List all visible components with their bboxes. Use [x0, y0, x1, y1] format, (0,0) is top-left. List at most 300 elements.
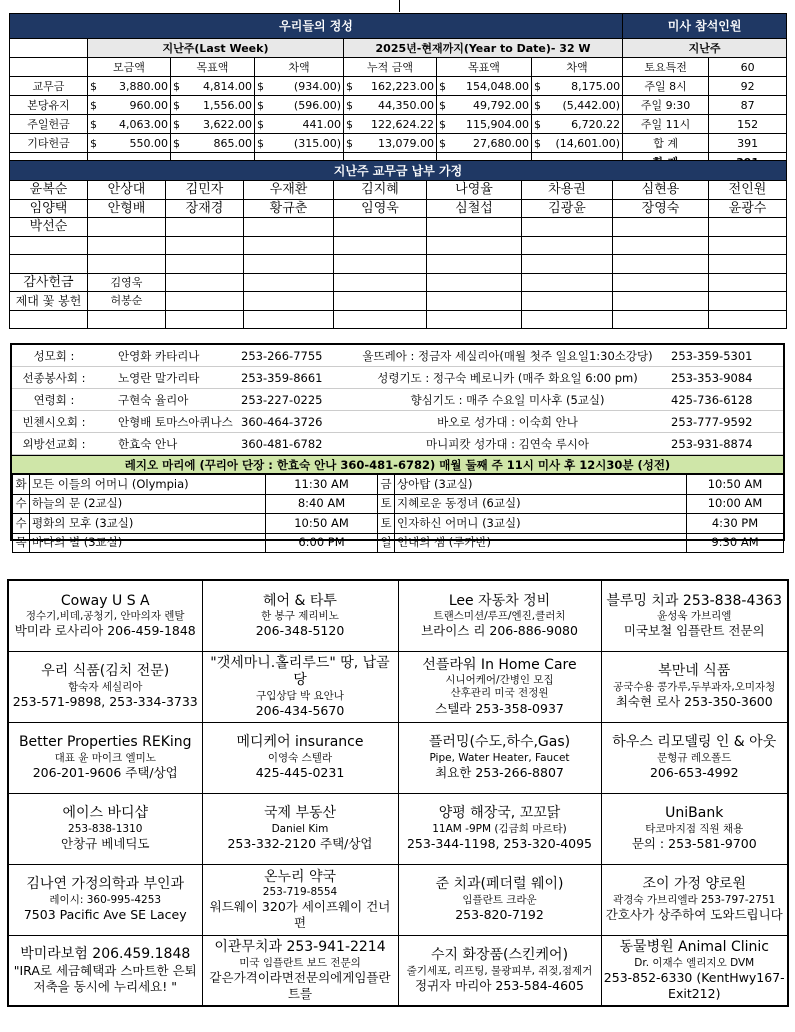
ad-title: Coway U S A	[60, 592, 150, 609]
ads-row	[8, 864, 788, 935]
amount-value: 13,079.00	[378, 136, 434, 150]
ad-line: 윤성욱 가브리엘	[657, 610, 732, 623]
ad-cell	[398, 722, 601, 793]
ad-cell	[8, 722, 202, 793]
payer-name: 안상대	[88, 181, 166, 200]
church-cell-b: 노영란 말가리타	[118, 370, 200, 385]
ad-title: 메디케어 insurance	[236, 734, 364, 751]
schedule-n1: 바다의 별 (3교실)	[30, 533, 266, 553]
church-cell-d: 향심기도 : 매주 수요일 미사후 (5교실)	[410, 392, 605, 407]
schedule-n1: 모든 이들의 어머니 (Olympia)	[30, 475, 266, 495]
schedule-n1: 하늘의 문 (2교실)	[30, 494, 266, 514]
ad-line: 줄기세포, 리프팅, 물광피부, 쥐젖,점제거	[406, 964, 593, 977]
payer-name: 김광윤	[522, 199, 613, 218]
ad-title: 양평 해장국, 꼬꼬닭	[438, 805, 561, 822]
ad-cell	[202, 935, 398, 1006]
amount-cell	[437, 134, 532, 153]
dollar-sign: $	[257, 79, 264, 93]
ad-line: 트랜스미션/루프/엔진,클러치	[433, 610, 566, 623]
church-row	[12, 411, 783, 433]
ad-title: 수지 화장품(스킨케어)	[430, 947, 569, 964]
payer-name	[166, 218, 244, 237]
schedule-t2: 10:50 AM	[687, 475, 784, 495]
ad-line: 최숙현 로사 253-350-3600	[615, 694, 773, 709]
schedule-d2: 토	[378, 494, 395, 514]
ad-line: 문의 : 253-581-9700	[631, 836, 757, 851]
schedule-d1: 화	[13, 475, 30, 495]
schedule-n2: 인자하신 어머니 (3교실)	[395, 514, 687, 534]
dollar-sign: $	[90, 98, 97, 112]
schedule-d2: 일	[378, 533, 395, 553]
dollar-sign: $	[257, 98, 264, 112]
ad-line: 같은가격이라면전문의에게임플란트를	[209, 969, 391, 1001]
dollar-sign: $	[346, 117, 353, 131]
amount-cell	[344, 134, 437, 153]
church-cell-d: 마니피캇 성가대 : 김연숙 루시아	[426, 436, 589, 451]
ad-line: Dr. 이재수 엘리지오 DVM	[634, 956, 755, 969]
dollar-sign: $	[534, 79, 541, 93]
ad-line: 정수기,비데,공청기, 안마의자 렌탈	[25, 610, 185, 623]
ad-title: 헤어 & 타투	[263, 592, 337, 609]
schedule-row	[13, 475, 784, 495]
church-cell-c: 360-481-6782	[241, 436, 323, 451]
ad-cell	[601, 864, 788, 935]
church-cell-b: 구현숙 율리아	[118, 392, 189, 407]
payer-name: 전인원	[709, 181, 787, 200]
schedule-n1: 평화의 모후 (3교실)	[30, 514, 266, 534]
ads-row	[8, 580, 788, 651]
dollar-sign: $	[257, 117, 264, 131]
payer-name: 윤복순	[10, 181, 88, 200]
church-cell-b: 한효숙 안나	[118, 436, 178, 451]
church-cell-a: 선종봉사회 :	[22, 370, 86, 385]
dollar-sign: $	[534, 136, 541, 150]
church-cell-a: 연령회 :	[33, 392, 75, 407]
ad-title: 하우스 리모델링 인 & 아웃	[612, 734, 777, 751]
ad-line: 시니어케어/간병인 모집	[445, 674, 554, 687]
ad-title: Lee 자동차 정비	[448, 592, 551, 609]
ad-cell	[8, 651, 202, 722]
payer-name: 차용권	[522, 181, 613, 200]
dollar-sign: $	[257, 136, 264, 150]
ad-title: 에이스 바디샵	[62, 805, 149, 822]
dollar-sign: $	[346, 98, 353, 112]
amount-cell	[255, 96, 344, 115]
ad-line: 대표 윤 마이크 엘미노	[54, 751, 156, 764]
amount-value: 27,680.00	[473, 136, 529, 150]
ad-line: 425-445-0231	[255, 765, 345, 780]
church-cell-e: 253-931-8874	[671, 436, 753, 451]
amount-value: 865.00	[213, 136, 252, 150]
ad-line: 정귀자 마리아 253-584-4605	[415, 977, 584, 993]
ad-line: 7503 Pacific Ave SE Lacey	[23, 907, 187, 922]
finance-row	[10, 77, 787, 96]
church-cell-d: 울뜨레아 : 정금자 세실리아(매월 첫주 일요일1:30소강당)	[362, 348, 653, 363]
dollar-sign: $	[439, 136, 446, 150]
ad-line: 함숙자 세실리아	[68, 680, 143, 693]
ad-line: 구입상담 박 요안나	[256, 689, 344, 702]
ad-cell	[8, 580, 202, 651]
ad-cell	[601, 580, 788, 651]
ad-cell	[398, 793, 601, 864]
church-cell-a: 성모회 :	[33, 348, 75, 363]
ad-cell	[398, 864, 601, 935]
amount-cell	[88, 115, 171, 134]
sub-header: 목표액	[171, 58, 255, 77]
ads-row	[8, 935, 788, 1006]
ad-cell	[202, 864, 398, 935]
ad-line: 206-348-5120	[255, 623, 345, 639]
church-cell-d: 성령기도 : 정구숙 베로니카 (매주 화요일 6:00 pm)	[377, 370, 638, 385]
amount-cell	[255, 134, 344, 153]
payers-title: 지난주 교무금 납부 가정	[10, 161, 787, 181]
payer-name	[709, 218, 787, 237]
ad-line: Pipe, Water Heater, Faucet	[429, 751, 570, 764]
mass-count: 391	[709, 134, 787, 153]
ads-row	[8, 651, 788, 722]
ad-line: 253-571-9898, 253-334-3733	[12, 694, 198, 709]
amount-cell	[255, 77, 344, 96]
mass-name: 토요특전	[623, 58, 709, 77]
ad-line: 206-201-9606 주택/상업	[32, 765, 178, 780]
ad-line: 11AM -9PM (김금희 마르타)	[432, 822, 567, 835]
payer-name: 임양택	[10, 199, 88, 218]
amount-cell	[171, 77, 255, 96]
amount-value: 3,880.00	[119, 79, 168, 93]
church-cell-c: 253-266-7755	[241, 348, 323, 363]
amount-cell	[171, 115, 255, 134]
amount-value: 3,622.00	[203, 117, 252, 131]
dollar-sign: $	[439, 79, 446, 93]
ad-line: 브라이스 리 206-886-9080	[421, 623, 578, 639]
sub-header: 목표액	[437, 58, 532, 77]
ad-title: 플러밍(수도,하수,Gas)	[428, 734, 571, 751]
mass-count: 87	[709, 96, 787, 115]
amount-value: 6,720.22	[571, 117, 621, 131]
attendance-header: 지난주	[623, 39, 787, 58]
ad-title: 동물병원 Animal Clinic	[619, 939, 769, 956]
payer-name: 김민자	[166, 181, 244, 200]
ads-grid	[7, 579, 789, 1007]
dollar-sign: $	[90, 117, 97, 131]
church-cell-b: 안영화 카타리나	[118, 348, 200, 363]
ad-title: 이관무치과 253-941-2214	[214, 939, 386, 956]
payer-name: 윤광수	[709, 199, 787, 218]
ad-cell	[398, 935, 601, 1006]
ad-line: 임플란트 크라운	[462, 893, 537, 906]
schedule-t2: 9:30 AM	[687, 533, 784, 553]
dollar-sign: $	[534, 98, 541, 112]
ad-title: 준 치과(페더럴 웨이)	[435, 876, 564, 893]
ad-cell	[8, 793, 202, 864]
schedule-t2: 10:00 AM	[687, 494, 784, 514]
church-cell-c: 253-359-8661	[241, 370, 323, 385]
ad-line: 253-332-2120 주택/상업	[227, 836, 373, 851]
ad-line: 워드웨이 320가 세이프웨이 건너편	[209, 899, 391, 930]
dollar-sign: $	[90, 136, 97, 150]
finance-row	[10, 134, 787, 153]
schedule-d2: 금	[378, 475, 395, 495]
ad-line: 미국 임플란트 보드 전문의	[239, 956, 361, 969]
amount-cell	[532, 115, 623, 134]
amount-value: 162,223.00	[371, 79, 434, 93]
attendance-title: 미사 참석인원	[623, 14, 787, 39]
ad-line: 206-434-5670	[255, 702, 345, 718]
dollar-sign: $	[439, 98, 446, 112]
ad-line: 253-344-1198, 253-320-4095	[406, 836, 593, 851]
amount-value: 4,063.00	[119, 117, 168, 131]
ad-line: 레이시: 360-995-4253	[49, 893, 162, 906]
mass-count: 152	[709, 115, 787, 134]
ad-cell	[202, 580, 398, 651]
ad-line: 문형규 레오폴드	[657, 751, 732, 764]
amount-cell	[437, 115, 532, 134]
ad-title: 우리 식품(김치 전문)	[41, 663, 170, 680]
row-label: 주일헌금	[10, 115, 88, 134]
amount-cell	[344, 77, 437, 96]
church-cell-e: 253-359-5301	[671, 348, 753, 363]
finance-row	[10, 96, 787, 115]
church-cell-c: 253-227-0225	[241, 392, 323, 407]
amount-value: 154,048.00	[466, 79, 529, 93]
amount-value: 115,904.00	[466, 117, 529, 131]
dollar-sign: $	[173, 79, 180, 93]
ad-cell	[601, 722, 788, 793]
amount-value: 4,814.00	[203, 79, 252, 93]
payer-name	[522, 218, 613, 237]
payer-name: 안형배	[88, 199, 166, 218]
ad-title: Better Properties REKing	[18, 734, 192, 751]
ad-line: 206-653-4992	[649, 765, 739, 780]
church-cell-b: 안형배 토마스아퀴나스	[118, 414, 233, 429]
ad-line: 미국보철 임플란트 전문의	[623, 623, 765, 639]
ad-line: 이영숙 스텔라	[267, 751, 333, 764]
thanks-name: 김영욱	[88, 273, 166, 292]
legio-schedule	[12, 474, 784, 553]
mass-name: 주일 8시	[623, 77, 709, 96]
dollar-sign: $	[534, 117, 541, 131]
ad-cell	[601, 935, 788, 1006]
ad-cell	[202, 651, 398, 722]
ad-title: 국제 부동산	[263, 805, 337, 822]
amount-value: (14,601.00)	[555, 136, 621, 150]
church-row	[12, 345, 783, 367]
payer-name: 임영욱	[334, 199, 427, 218]
ad-cell	[398, 580, 601, 651]
amount-cell	[171, 134, 255, 153]
ad-title: 온누리 약국	[263, 868, 337, 885]
ad-line: 간호사가 상주하여 도와드립니다	[605, 907, 783, 922]
ad-cell	[8, 935, 202, 1006]
schedule-d1: 수	[13, 514, 30, 534]
ad-line: 253-852-6330 (KentHwy167-Exit212)	[603, 969, 785, 1001]
schedule-n2: 상아탑 (3교실)	[395, 475, 687, 495]
amount-value: (596.00)	[293, 98, 341, 112]
finance-table	[9, 13, 787, 172]
ad-title: 박미라보험 206.459.1848	[20, 945, 191, 962]
payers-table	[9, 160, 787, 329]
church-row	[12, 389, 783, 411]
payer-name: 우재환	[244, 181, 334, 200]
church-cell-e: 253-353-9084	[671, 370, 753, 385]
dollar-sign: $	[90, 79, 97, 93]
mass-count: 92	[709, 77, 787, 96]
church-cell-e: 253-777-9592	[671, 414, 753, 429]
church-cell-e: 425-736-6128	[671, 392, 753, 407]
row-label: 본당유지	[10, 96, 88, 115]
legio-banner: 레지오 마리에 (꾸리아 단장 : 한효숙 안나 360-481-6782) 매월 둘째 주 11시 미사 후 12시30분 (성전)	[12, 455, 783, 474]
schedule-row	[13, 494, 784, 514]
schedule-t2: 4:30 PM	[687, 514, 784, 534]
dollar-sign: $	[346, 79, 353, 93]
finance-title: 우리들의 정성	[10, 14, 623, 39]
ad-line: 한 봉구 제리비노	[261, 610, 339, 623]
ad-line: "IRA로 세금혜택과 스마트한 은퇴저축을 동시에 누리세요! "	[13, 963, 197, 994]
schedule-t1: 10:50 AM	[266, 514, 378, 534]
ad-title: UniBank	[665, 805, 724, 822]
amount-value: 1,556.00	[203, 98, 252, 112]
payer-name	[88, 218, 166, 237]
ad-line: 253-838-1310	[68, 822, 143, 835]
amount-value: 960.00	[129, 98, 168, 112]
schedule-row	[13, 514, 784, 534]
schedule-t1: 11:30 AM	[266, 475, 378, 495]
sub-header: 누적 금액	[344, 58, 437, 77]
flower-name: 허봉순	[88, 292, 166, 311]
ad-title: 조이 가정 양로원	[642, 876, 747, 893]
amount-cell	[532, 77, 623, 96]
schedule-d1: 수	[13, 494, 30, 514]
schedule-t1: 8:40 AM	[266, 494, 378, 514]
amount-value: 8,175.00	[571, 79, 621, 93]
ytd-header: 2025년-현재까지(Year to Date)- 32 W	[344, 39, 623, 58]
amount-value: 44,350.00	[378, 98, 434, 112]
sub-header: 차액	[532, 58, 623, 77]
payer-name: 박선순	[10, 218, 88, 237]
ad-title: 김나연 가정의학과 부인과	[26, 876, 185, 893]
amount-cell	[437, 77, 532, 96]
thanks-label: 감사헌금	[10, 273, 88, 292]
amount-value: 550.00	[129, 136, 168, 150]
payer-name	[334, 218, 427, 237]
dollar-sign: $	[173, 117, 180, 131]
schedule-n2: 인내의 샘 (루카반)	[395, 533, 687, 553]
church-row	[12, 367, 783, 389]
payer-name	[244, 218, 334, 237]
payer-name	[613, 218, 709, 237]
dollar-sign: $	[346, 136, 353, 150]
schedule-t1: 6:00 PM	[266, 533, 378, 553]
amount-cell	[437, 96, 532, 115]
ad-title: 선플라워 In Home Care	[422, 656, 577, 673]
dollar-sign: $	[173, 136, 180, 150]
schedule-row	[13, 533, 784, 553]
ads-row	[8, 793, 788, 864]
ad-cell	[202, 793, 398, 864]
payer-name: 장영숙	[613, 199, 709, 218]
ad-line: 253-820-7192	[455, 907, 544, 922]
amount-cell	[532, 96, 623, 115]
amount-value: 122,624.22	[371, 117, 434, 131]
payer-name	[427, 218, 522, 237]
payer-name: 나영율	[427, 181, 522, 200]
ad-line: 스텔라 253-358-0937	[435, 700, 564, 716]
church-row	[12, 433, 783, 455]
last-week-header: 지난주(Last Week)	[88, 39, 344, 58]
ad-cell	[601, 651, 788, 722]
ad-cell	[8, 864, 202, 935]
ad-line: 안창규 베네딕도	[61, 836, 150, 851]
row-label: 교무금	[10, 77, 88, 96]
ad-title: 복만네 식품	[658, 663, 731, 680]
payer-name: 김지혜	[334, 181, 427, 200]
amount-cell	[88, 134, 171, 153]
church-cell-a: 외방선교회 :	[22, 436, 86, 451]
top-tick-mark	[399, 0, 400, 12]
finance-row	[10, 115, 787, 134]
row-label: 기타헌금	[10, 134, 88, 153]
schedule-n2: 지혜로운 동정녀 (6교실)	[395, 494, 687, 514]
ad-line: 산후관리 미국 전정원	[450, 687, 549, 700]
schedule-d2: 토	[378, 514, 395, 534]
ad-line: Daniel Kim	[271, 822, 329, 835]
payer-name: 황규춘	[244, 199, 334, 218]
mass-count: 60	[709, 58, 787, 77]
ad-cell	[202, 722, 398, 793]
amount-cell	[344, 96, 437, 115]
ad-line: 253-719-8554	[262, 886, 338, 899]
mass-name: 주일 9:30	[623, 96, 709, 115]
payer-name: 장재경	[166, 199, 244, 218]
amount-cell	[88, 77, 171, 96]
ad-line: 공국수용 콩가루,두부과자,오미자청	[613, 680, 776, 693]
ad-title: 블루밍 치과 253-838-4363	[606, 592, 783, 609]
sub-header: 모금액	[88, 58, 171, 77]
amount-cell	[88, 96, 171, 115]
payer-name: 심철섭	[427, 199, 522, 218]
ad-line: 최요한 253-266-8807	[435, 765, 564, 780]
amount-cell	[171, 96, 255, 115]
ad-line: 곽경숙 가브리엘라 253-797-2751	[613, 893, 776, 906]
dollar-sign: $	[173, 98, 180, 112]
amount-value: (5,442.00)	[562, 98, 621, 112]
amount-cell	[255, 115, 344, 134]
amount-value: 49,792.00	[473, 98, 529, 112]
ads-row	[8, 722, 788, 793]
payer-name: 심현용	[613, 181, 709, 200]
church-info-box	[10, 343, 785, 549]
schedule-d1: 목	[13, 533, 30, 553]
amount-value: (934.00)	[293, 79, 341, 93]
amount-cell	[344, 115, 437, 134]
amount-cell	[532, 134, 623, 153]
amount-value: (315.00)	[293, 136, 341, 150]
mass-name: 주일 11시	[623, 115, 709, 134]
ad-title: "갯세마니.홀리루드" 땅, 납골당	[210, 654, 390, 689]
ad-line: 타코마지점 직원 채용	[645, 822, 744, 835]
amount-value: 441.00	[302, 117, 341, 131]
church-cell-a: 빈첸시오회 :	[22, 414, 86, 429]
church-cell-c: 360-464-3726	[241, 414, 323, 429]
church-cell-d: 바오로 성가대 : 이숙희 안나	[437, 414, 578, 429]
ad-cell	[601, 793, 788, 864]
dollar-sign: $	[439, 117, 446, 131]
ad-cell	[398, 651, 601, 722]
flower-label: 제대 꽃 봉헌	[10, 292, 88, 311]
mass-name: 합 계	[623, 134, 709, 153]
sub-header: 차액	[255, 58, 344, 77]
ad-line: 박미라 로사리아 206-459-1848	[14, 623, 196, 639]
